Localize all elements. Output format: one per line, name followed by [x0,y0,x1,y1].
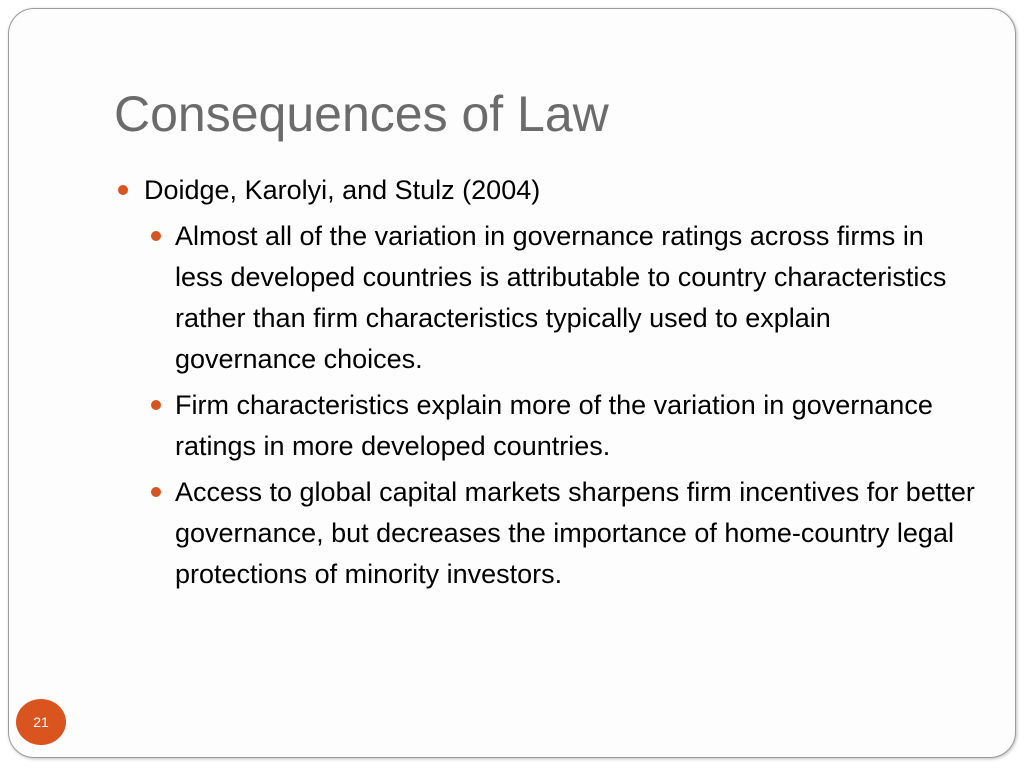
slide-content [118,170,978,595]
sub-bullet-text: Access to global capital markets sharpens firm incentives for better governance, but decreases the importance of home-country legal protections of minority investors. [175,477,975,589]
bullet-dot-icon [151,400,161,410]
bullet-text: Doidge, Karolyi, and Stulz (2004) [144,175,541,205]
sub-bullet-text: Almost all of the variation in governance ratings across firms in less developed countries is attributable to country characteristics rather than firm characteristics typically used to explain governance choices. [175,221,947,374]
bullet-item [118,170,978,211]
page-number-badge [16,699,66,745]
sub-bullet-item [118,472,978,595]
bullet-dot-icon [151,231,161,241]
bullet-dot-icon [118,185,128,195]
sub-bullet-item [118,385,978,467]
sub-bullet-item [118,216,978,380]
sub-bullet-text: Firm characteristics explain more of the variation in governance ratings in more developed countries. [175,390,933,461]
page-number: 21 [33,714,49,730]
bullet-dot-icon [151,487,161,497]
slide-title: Consequences of Law [114,86,609,142]
